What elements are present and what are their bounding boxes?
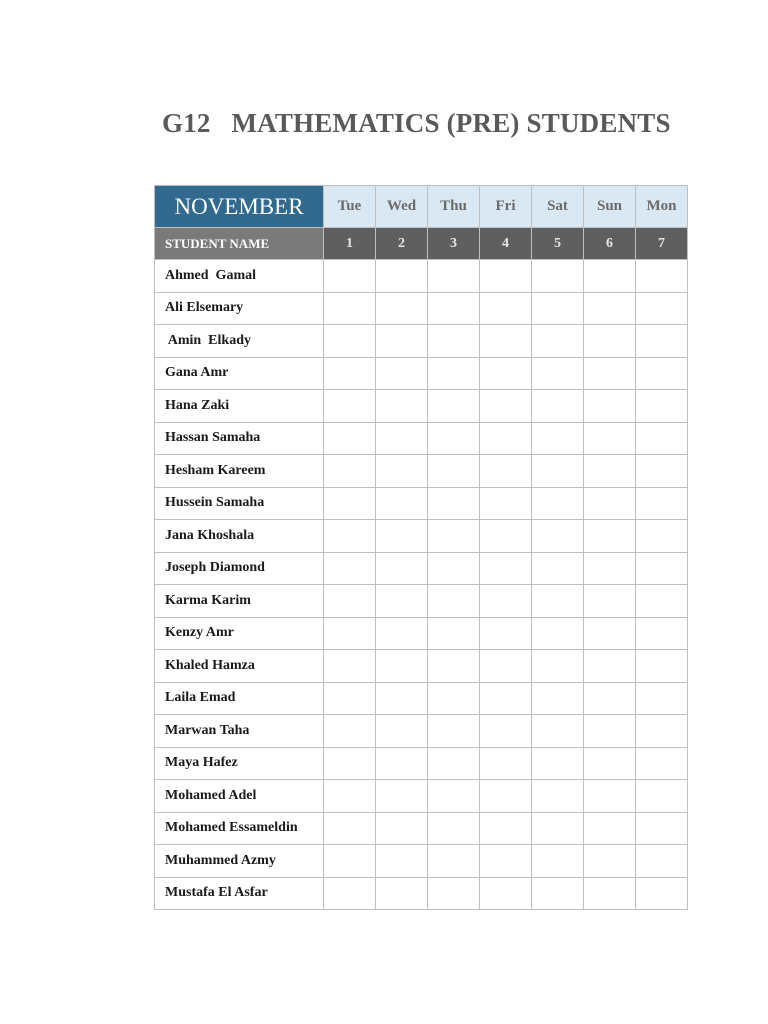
table-row	[155, 780, 688, 813]
attendance-mark-cell[interactable]	[480, 715, 532, 748]
attendance-mark-cell[interactable]	[480, 260, 532, 293]
attendance-mark-cell[interactable]	[584, 455, 636, 488]
attendance-mark-cell[interactable]	[428, 780, 480, 813]
attendance-mark-cell[interactable]	[636, 650, 688, 683]
attendance-mark-cell[interactable]	[636, 812, 688, 845]
attendance-mark-cell[interactable]	[636, 715, 688, 748]
table-row	[155, 390, 688, 423]
attendance-mark-cell[interactable]	[480, 617, 532, 650]
attendance-mark-cell[interactable]	[376, 747, 428, 780]
attendance-mark-cell[interactable]	[480, 682, 532, 715]
attendance-mark-cell[interactable]	[324, 422, 376, 455]
student-name-cell: Gana Amr	[155, 357, 324, 390]
attendance-mark-cell[interactable]	[532, 292, 584, 325]
attendance-mark-cell[interactable]	[428, 357, 480, 390]
attendance-mark-cell[interactable]	[584, 520, 636, 553]
attendance-mark-cell[interactable]	[636, 877, 688, 910]
attendance-mark-cell[interactable]	[532, 455, 584, 488]
table-row	[155, 747, 688, 780]
attendance-mark-cell[interactable]	[636, 780, 688, 813]
attendance-mark-cell[interactable]	[324, 845, 376, 878]
attendance-mark-cell[interactable]	[324, 812, 376, 845]
attendance-mark-cell[interactable]	[376, 585, 428, 618]
attendance-mark-cell[interactable]	[532, 487, 584, 520]
attendance-mark-cell[interactable]	[480, 487, 532, 520]
attendance-mark-cell[interactable]	[428, 812, 480, 845]
attendance-mark-cell[interactable]	[584, 487, 636, 520]
table-row	[155, 877, 688, 910]
attendance-mark-cell[interactable]	[532, 747, 584, 780]
weekday-header: Wed	[376, 186, 428, 228]
table-row	[155, 552, 688, 585]
attendance-mark-cell[interactable]	[584, 715, 636, 748]
attendance-mark-cell[interactable]	[376, 715, 428, 748]
attendance-mark-cell[interactable]	[480, 390, 532, 423]
attendance-mark-cell[interactable]	[584, 845, 636, 878]
attendance-mark-cell[interactable]	[636, 617, 688, 650]
date-header-row	[155, 228, 688, 260]
attendance-mark-cell[interactable]	[532, 650, 584, 683]
attendance-mark-cell[interactable]	[532, 552, 584, 585]
attendance-mark-cell[interactable]	[480, 455, 532, 488]
table-row	[155, 487, 688, 520]
attendance-mark-cell[interactable]	[480, 357, 532, 390]
attendance-mark-cell[interactable]	[376, 650, 428, 683]
attendance-mark-cell[interactable]	[584, 422, 636, 455]
attendance-mark-cell[interactable]	[532, 812, 584, 845]
attendance-mark-cell[interactable]	[324, 877, 376, 910]
attendance-mark-cell[interactable]	[480, 650, 532, 683]
attendance-mark-cell[interactable]	[324, 617, 376, 650]
attendance-mark-cell[interactable]	[428, 845, 480, 878]
attendance-mark-cell[interactable]	[428, 552, 480, 585]
student-name-cell: Hassan Samaha	[155, 422, 324, 455]
attendance-mark-cell[interactable]	[584, 292, 636, 325]
attendance-mark-cell[interactable]	[376, 845, 428, 878]
attendance-mark-cell[interactable]	[376, 780, 428, 813]
student-name-cell: Mohamed Adel	[155, 780, 324, 813]
student-name-cell: Hana Zaki	[155, 390, 324, 423]
attendance-mark-cell[interactable]	[428, 455, 480, 488]
attendance-mark-cell[interactable]	[324, 682, 376, 715]
attendance-mark-cell[interactable]	[532, 585, 584, 618]
attendance-mark-cell[interactable]	[376, 455, 428, 488]
attendance-mark-cell[interactable]	[324, 585, 376, 618]
student-name-cell: Mustafa El Asfar	[155, 877, 324, 910]
table-row	[155, 715, 688, 748]
attendance-mark-cell[interactable]	[480, 325, 532, 358]
attendance-mark-cell[interactable]	[376, 682, 428, 715]
attendance-mark-cell[interactable]	[428, 747, 480, 780]
attendance-mark-cell[interactable]	[532, 390, 584, 423]
weekday-header: Thu	[428, 186, 480, 228]
student-name-cell: Mohamed Essameldin	[155, 812, 324, 845]
student-name-cell: Karma Karim	[155, 585, 324, 618]
attendance-mark-cell[interactable]	[428, 682, 480, 715]
date-header: 4	[480, 228, 532, 260]
student-name-cell: Maya Hafez	[155, 747, 324, 780]
weekday-header: Sun	[584, 186, 636, 228]
student-name-cell: Amin Elkady	[155, 325, 324, 358]
attendance-mark-cell[interactable]	[376, 877, 428, 910]
attendance-mark-cell[interactable]	[428, 422, 480, 455]
attendance-mark-cell[interactable]	[584, 747, 636, 780]
student-name-cell: Khaled Hamza	[155, 650, 324, 683]
attendance-mark-cell[interactable]	[584, 877, 636, 910]
attendance-mark-cell[interactable]	[636, 357, 688, 390]
attendance-mark-cell[interactable]	[532, 845, 584, 878]
attendance-mark-cell[interactable]	[636, 260, 688, 293]
attendance-mark-cell[interactable]	[376, 357, 428, 390]
attendance-mark-cell[interactable]	[428, 487, 480, 520]
student-name-cell: Kenzy Amr	[155, 617, 324, 650]
attendance-mark-cell[interactable]	[376, 520, 428, 553]
attendance-mark-cell[interactable]	[532, 260, 584, 293]
date-header: 1	[324, 228, 376, 260]
attendance-mark-cell[interactable]	[376, 390, 428, 423]
table-row	[155, 357, 688, 390]
attendance-mark-cell[interactable]	[480, 292, 532, 325]
attendance-table	[154, 185, 688, 910]
attendance-mark-cell[interactable]	[376, 292, 428, 325]
student-name-cell: Jana Khoshala	[155, 520, 324, 553]
student-name-cell: Ahmed Gamal	[155, 260, 324, 293]
attendance-mark-cell[interactable]	[376, 325, 428, 358]
table-row	[155, 812, 688, 845]
attendance-mark-cell[interactable]	[324, 650, 376, 683]
attendance-mark-cell[interactable]	[428, 520, 480, 553]
attendance-mark-cell[interactable]	[324, 520, 376, 553]
attendance-mark-cell[interactable]	[636, 585, 688, 618]
attendance-mark-cell[interactable]	[480, 812, 532, 845]
attendance-mark-cell[interactable]	[428, 585, 480, 618]
student-name-cell: Muhammed Azmy	[155, 845, 324, 878]
attendance-mark-cell[interactable]	[324, 747, 376, 780]
attendance-mark-cell[interactable]	[376, 422, 428, 455]
weekday-header-row	[155, 186, 688, 228]
month-label: NOVEMBER	[155, 186, 324, 228]
attendance-mark-cell[interactable]	[324, 325, 376, 358]
attendance-mark-cell[interactable]	[480, 520, 532, 553]
attendance-mark-cell[interactable]	[584, 357, 636, 390]
student-name-cell: Laila Emad	[155, 682, 324, 715]
date-header: 3	[428, 228, 480, 260]
attendance-mark-cell[interactable]	[584, 325, 636, 358]
attendance-mark-cell[interactable]	[324, 715, 376, 748]
attendance-mark-cell[interactable]	[532, 715, 584, 748]
table-row	[155, 422, 688, 455]
page-title: G12 MATHEMATICS (PRE) STUDENTS	[162, 108, 671, 138]
attendance-mark-cell[interactable]	[584, 260, 636, 293]
attendance-mark-cell[interactable]	[480, 552, 532, 585]
attendance-mark-cell[interactable]	[532, 780, 584, 813]
attendance-mark-cell[interactable]	[532, 617, 584, 650]
attendance-mark-cell[interactable]	[636, 845, 688, 878]
attendance-mark-cell[interactable]	[480, 780, 532, 813]
attendance-mark-cell[interactable]	[636, 487, 688, 520]
attendance-mark-cell[interactable]	[532, 325, 584, 358]
attendance-mark-cell[interactable]	[428, 617, 480, 650]
table-row	[155, 260, 688, 293]
date-header: 2	[376, 228, 428, 260]
attendance-mark-cell[interactable]	[636, 455, 688, 488]
attendance-mark-cell[interactable]	[376, 487, 428, 520]
date-header: 7	[636, 228, 688, 260]
attendance-mark-cell[interactable]	[584, 682, 636, 715]
attendance-mark-cell[interactable]	[532, 520, 584, 553]
weekday-header: Fri	[480, 186, 532, 228]
attendance-mark-cell[interactable]	[636, 682, 688, 715]
attendance-mark-cell[interactable]	[636, 325, 688, 358]
attendance-mark-cell[interactable]	[428, 325, 480, 358]
attendance-mark-cell[interactable]	[324, 357, 376, 390]
attendance-mark-cell[interactable]	[324, 552, 376, 585]
attendance-mark-cell[interactable]	[480, 845, 532, 878]
attendance-mark-cell[interactable]	[376, 812, 428, 845]
table-row	[155, 325, 688, 358]
table-row	[155, 617, 688, 650]
attendance-mark-cell[interactable]	[480, 585, 532, 618]
date-header: 5	[532, 228, 584, 260]
attendance-mark-cell[interactable]	[584, 585, 636, 618]
attendance-mark-cell[interactable]	[636, 422, 688, 455]
attendance-mark-cell[interactable]	[636, 390, 688, 423]
attendance-mark-cell[interactable]	[428, 715, 480, 748]
attendance-mark-cell[interactable]	[428, 877, 480, 910]
student-name-cell: Joseph Diamond	[155, 552, 324, 585]
attendance-mark-cell[interactable]	[584, 780, 636, 813]
attendance-mark-cell[interactable]	[376, 260, 428, 293]
attendance-mark-cell[interactable]	[584, 650, 636, 683]
student-name-cell: Ali Elsemary	[155, 292, 324, 325]
attendance-mark-cell[interactable]	[480, 747, 532, 780]
attendance-mark-cell[interactable]	[584, 390, 636, 423]
attendance-mark-cell[interactable]	[428, 390, 480, 423]
attendance-mark-cell[interactable]	[532, 357, 584, 390]
student-name-header: STUDENT NAME	[155, 228, 324, 260]
attendance-mark-cell[interactable]	[584, 552, 636, 585]
attendance-mark-cell[interactable]	[324, 390, 376, 423]
attendance-mark-cell[interactable]	[636, 552, 688, 585]
attendance-mark-cell[interactable]	[636, 292, 688, 325]
table-row	[155, 292, 688, 325]
attendance-mark-cell[interactable]	[324, 455, 376, 488]
attendance-mark-cell[interactable]	[376, 552, 428, 585]
attendance-mark-cell[interactable]	[428, 260, 480, 293]
attendance-mark-cell[interactable]	[428, 292, 480, 325]
table-row	[155, 682, 688, 715]
attendance-mark-cell[interactable]	[584, 812, 636, 845]
attendance-mark-cell[interactable]	[324, 260, 376, 293]
student-rows	[155, 260, 688, 910]
attendance-mark-cell[interactable]	[376, 617, 428, 650]
attendance-mark-cell[interactable]	[480, 877, 532, 910]
student-name-cell: Hesham Kareem	[155, 455, 324, 488]
attendance-mark-cell[interactable]	[532, 422, 584, 455]
student-name-cell: Marwan Taha	[155, 715, 324, 748]
student-name-cell: Hussein Samaha	[155, 487, 324, 520]
table-row	[155, 585, 688, 618]
attendance-mark-cell[interactable]	[428, 650, 480, 683]
table-row	[155, 650, 688, 683]
attendance-mark-cell[interactable]	[584, 617, 636, 650]
table-row	[155, 520, 688, 553]
attendance-mark-cell[interactable]	[532, 877, 584, 910]
date-header: 6	[584, 228, 636, 260]
weekday-header: Sat	[532, 186, 584, 228]
attendance-mark-cell[interactable]	[532, 682, 584, 715]
table-row	[155, 455, 688, 488]
attendance-mark-cell[interactable]	[324, 292, 376, 325]
attendance-mark-cell[interactable]	[324, 487, 376, 520]
attendance-mark-cell[interactable]	[324, 780, 376, 813]
attendance-mark-cell[interactable]	[480, 422, 532, 455]
weekday-header: Tue	[324, 186, 376, 228]
weekday-header: Mon	[636, 186, 688, 228]
table-row	[155, 845, 688, 878]
attendance-mark-cell[interactable]	[636, 747, 688, 780]
attendance-mark-cell[interactable]	[636, 520, 688, 553]
